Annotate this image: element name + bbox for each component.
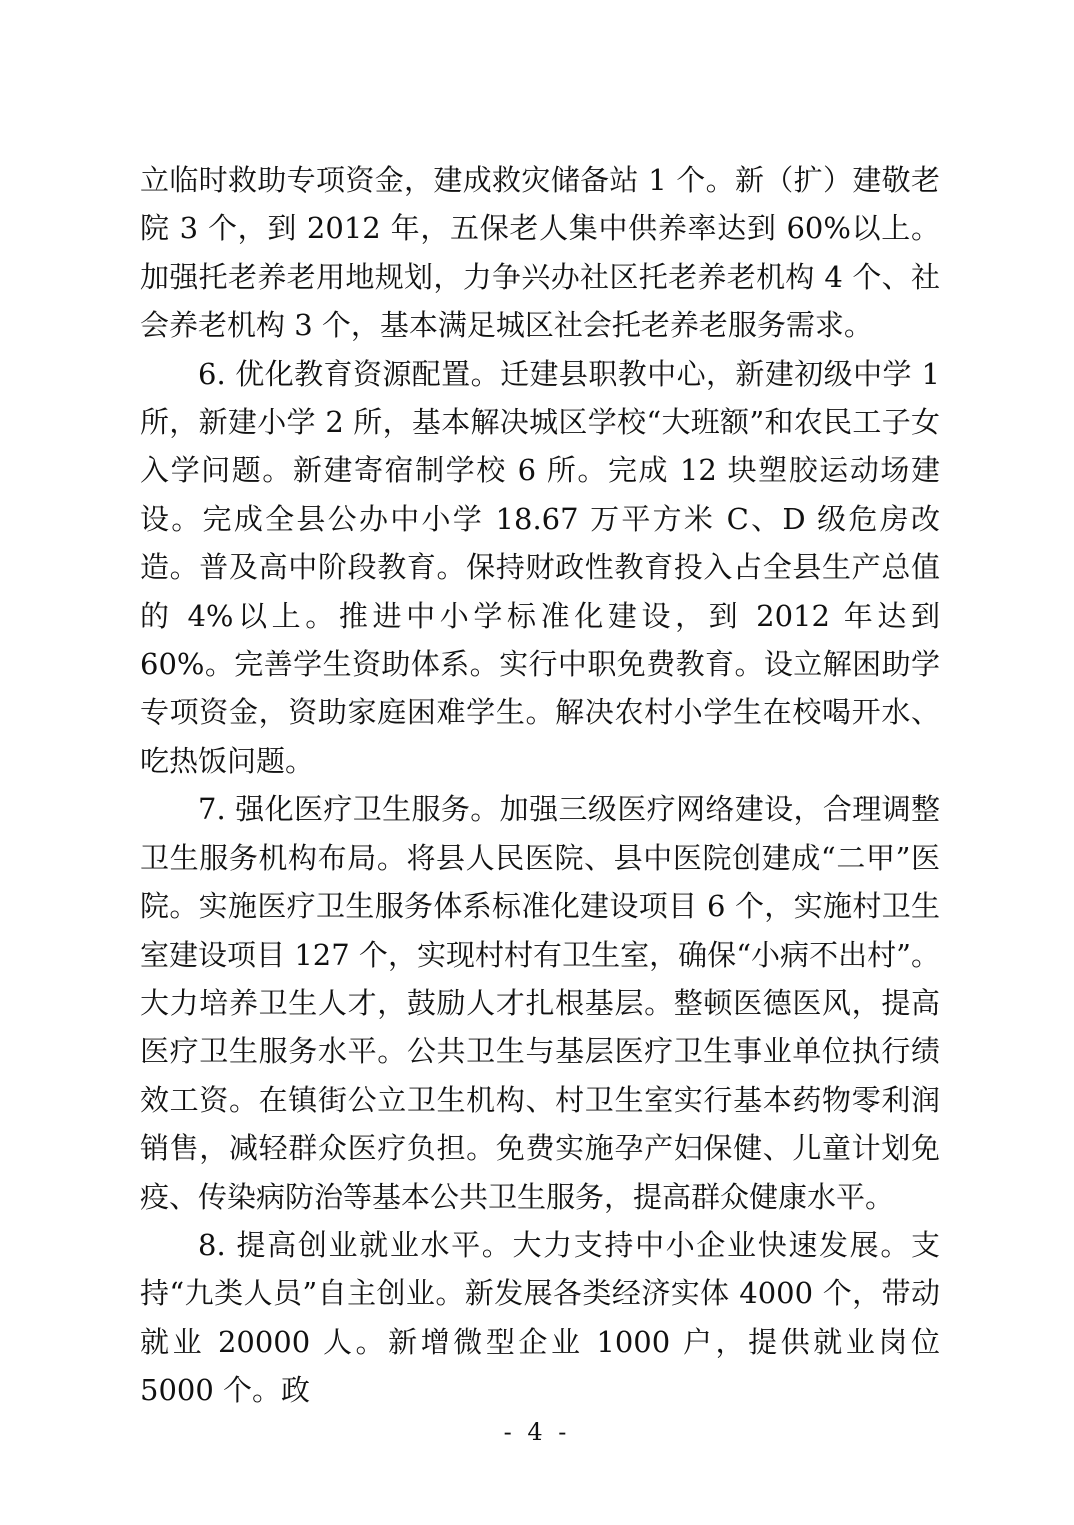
paragraph-social-welfare: 立临时救助专项资金，建成救灾储备站 1 个。新（扩）建敬老院 3 个，到 2012 年，五保老人集中供养率达到 60%以上。加强托老养老用地规划，力争兴办社区托老养老机构 4 个、社会养老机构 3 个，基本满足城区社会托老养老服务需求。 (140, 163, 940, 343)
document-body (140, 156, 940, 1415)
paragraph-employment: 8. 提高创业就业水平。大力支持中小企业快速发展。支持“九类人员”自主创业。新发展各类经济实体 4000 个，带动就业 20000 人。新增微型企业 1000 户，提供就业岗位 5000 个。政 (140, 1227, 940, 1408)
paragraph-education: 6. 优化教育资源配置。迁建县职教中心，新建初级中学 1 所，新建小学 2 所，基本解决城区学校“大班额”和农民工子女入学问题。新建寄宿制学校 6 所。完成 12 块塑胶运动场建设。完成全县公办中小学 18.67 万平方米 C、D 级危房改造。普及高中阶段教育。保持财政性教育投入占全县生产总值的 4%以上。推进中小学标准化建设，到 2012 年达到 60%。完善学生资助体系。实行中职免费教育。设立解困助学专项资金，资助家庭困难学生。解决农村小学生在校喝开水、吃热饭问题。 (140, 356, 940, 778)
page-number: - 4 - (503, 1418, 571, 1446)
paragraph-healthcare: 7. 强化医疗卫生服务。加强三级医疗网络建设，合理调整卫生服务机构布局。将县人民医院、县中医院创建成“二甲”医院。实施医疗卫生服务体系标准化建设项目 6 个，实施村卫生室建设项目 127 个，实现村村有卫生室，确保“小病不出村”。大力培养卫生人才，鼓励人才扎根基层。整顿医德医风，提高医疗卫生服务水平。公共卫生与基层医疗卫生事业单位执行绩效工资。在镇街公立卫生机构、村卫生室实行基本药物零利润销售，减轻群众医疗负担。免费实施孕产妇保健、儿童计划免疫、传染病防治等基本公共卫生服务，提高群众健康水平。 (140, 792, 940, 1214)
